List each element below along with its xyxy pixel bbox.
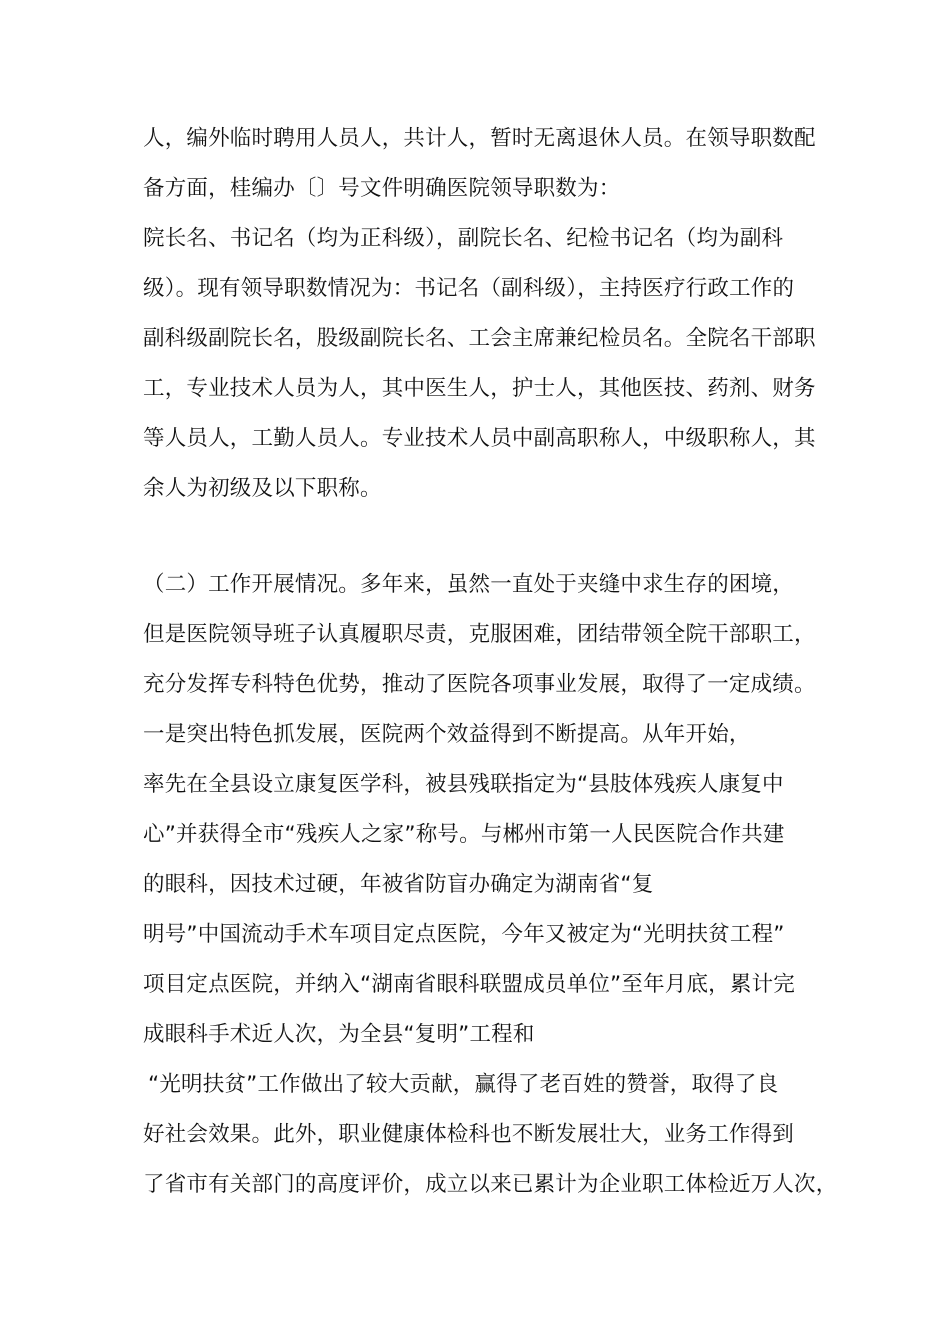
paragraph-2-line-4: 一是突出特色抓发展，医院两个效益得到不断提高。从年开始， bbox=[143, 722, 751, 747]
paragraph-2-line-13: 了省市有关部门的高度评价，成立以来已累计为企业职工体检近万人次， bbox=[143, 1172, 838, 1197]
paragraph-2-line-3: 充分发挥专科特色优势，推动了医院各项事业发展，取得了一定成绩。 bbox=[143, 672, 816, 697]
paragraph-2-line-2: 但是医院领导班子认真履职尽责，克服困难，团结带领全院干部职工， bbox=[143, 622, 816, 647]
paragraph-1-line-5: 副科级副院长名，股级副院长名、工会主席兼纪检员名。全院名干部职 bbox=[143, 326, 816, 351]
paragraph-1-line-3: 院长名、书记名（均为正科级），副院长名、纪检书记名（均为副科 bbox=[143, 226, 784, 251]
paragraph-2-line-1: （二）工作开展情况。多年来，虽然一直处于夹缝中求生存的困境， bbox=[143, 572, 795, 597]
paragraph-1-line-4: 级）。现有领导职数情况为：书记名（副科级），主持医疗行政工作的 bbox=[143, 276, 795, 301]
paragraph-2-line-5: 率先在全县设立康复医学科，被县残联指定为“县肢体残疾人康复中 bbox=[143, 772, 784, 797]
paragraph-1-line-8: 余人为初级及以下职称。 bbox=[143, 476, 382, 501]
paragraph-2-line-7: 的眼科，因技术过硬，年被省防盲办确定为湖南省“复 bbox=[143, 872, 654, 897]
paragraph-1-line-6: 工，专业技术人员为人，其中医生人，护士人，其他医技、药剂、财务 bbox=[143, 376, 816, 401]
paragraph-2-line-6: 心”并获得全市“残疾人之家”称号。与郴州市第一人民医院合作共建 bbox=[143, 822, 785, 847]
paragraph-1-line-1: 人，编外临时聘用人员人，共计人，暂时无离退休人员。在领导职数配 bbox=[143, 126, 816, 151]
paragraph-1-line-2: 备方面，桂编办〔〕号文件明确医院领导职数为： bbox=[143, 176, 621, 201]
paragraph-1-line-7: 等人员人，工勤人员人。专业技术人员中副高职称人，中级职称人，其 bbox=[143, 426, 816, 451]
paragraph-2-line-8: 明号”中国流动手术车项目定点医院，今年又被定为“光明扶贫工程” bbox=[143, 922, 785, 947]
paragraph-2-line-9: 项目定点医院，并纳入“湖南省眼科联盟成员单位”至年月底，累计完 bbox=[143, 972, 795, 997]
paragraph-2-line-11: “光明扶贫”工作做出了较大贡献，赢得了老百姓的赞誉，取得了良 bbox=[148, 1072, 779, 1097]
paragraph-2-line-12: 好社会效果。此外，职业健康体检科也不断发展壮大，业务工作得到 bbox=[143, 1122, 795, 1147]
paragraph-2-line-10: 成眼科手术近人次，为全县“复明”工程和 bbox=[143, 1022, 535, 1047]
